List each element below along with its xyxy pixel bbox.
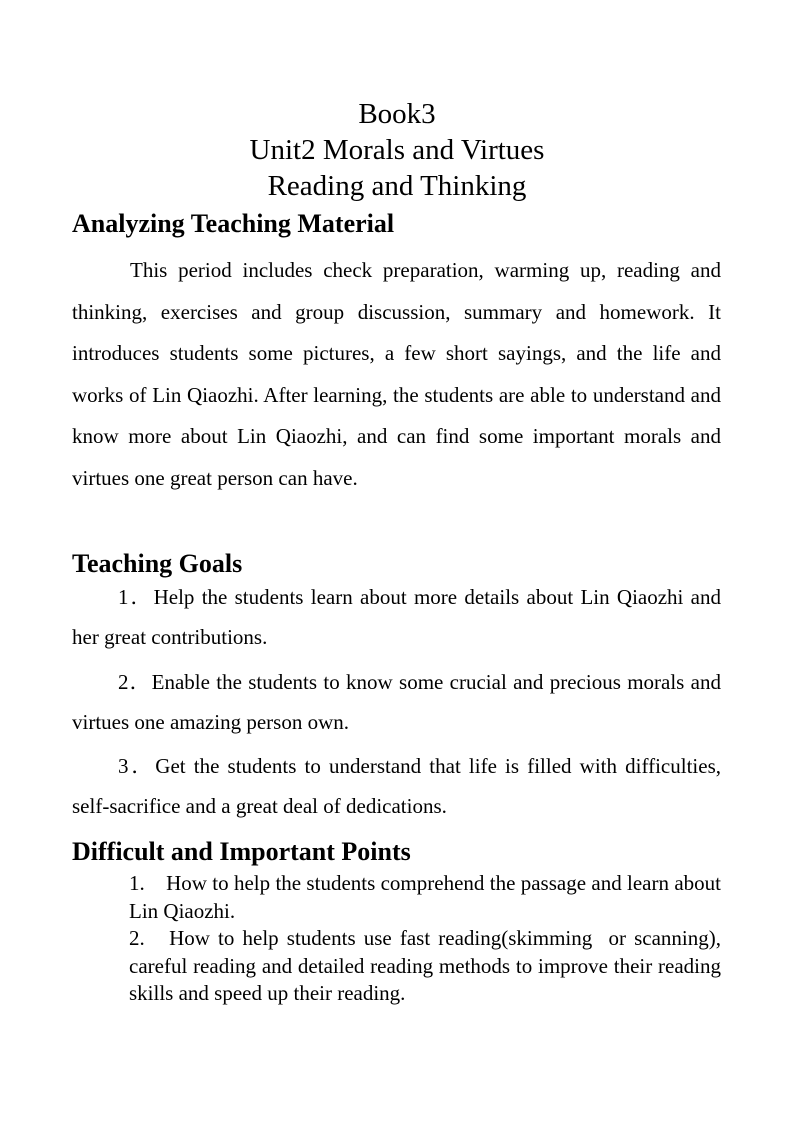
point-item-1: 1. How to help the students comprehend the passage and learn about Lin Qiaozhi. — [129, 871, 727, 923]
title-book: Book3 — [358, 98, 436, 130]
goal-item-3: 3．Get the students to understand that life is filled with difficulties, self-sacrifice and a great deal of dedications. — [72, 754, 721, 818]
heading-difficult-important-points: Difficult and Important Points — [72, 837, 411, 866]
heading-teaching-goals: Teaching Goals — [72, 549, 243, 578]
goal-item-2: 2．Enable the students to know some crucial and precious morals and virtues one amazing person own. — [72, 670, 721, 734]
title-unit: Unit2 Morals and Virtues — [249, 134, 545, 166]
title-lesson: Reading and Thinking — [267, 170, 527, 202]
analyzing-paragraph: This period includes check preparation, warming up, reading and thinking, exercises and group discussion, summary and homework. It introduces students some pictures, a few short sayings, and the life and works of Lin Qiaozhi. After learning, the students are able to understand and know more about Lin Qiaozhi, and can find some important morals and virtues one great person can have. — [72, 258, 721, 490]
heading-analyzing-teaching-material: Analyzing Teaching Material — [72, 209, 395, 238]
point-item-2: 2. How to help students use fast reading(skimming or scanning), careful reading and detailed reading methods to improve their reading skills and speed up their reading. — [129, 926, 727, 1005]
goal-item-1: 1．Help the students learn about more details about Lin Qiaozhi and her great contributions. — [72, 585, 721, 649]
document-title — [0, 96, 794, 204]
